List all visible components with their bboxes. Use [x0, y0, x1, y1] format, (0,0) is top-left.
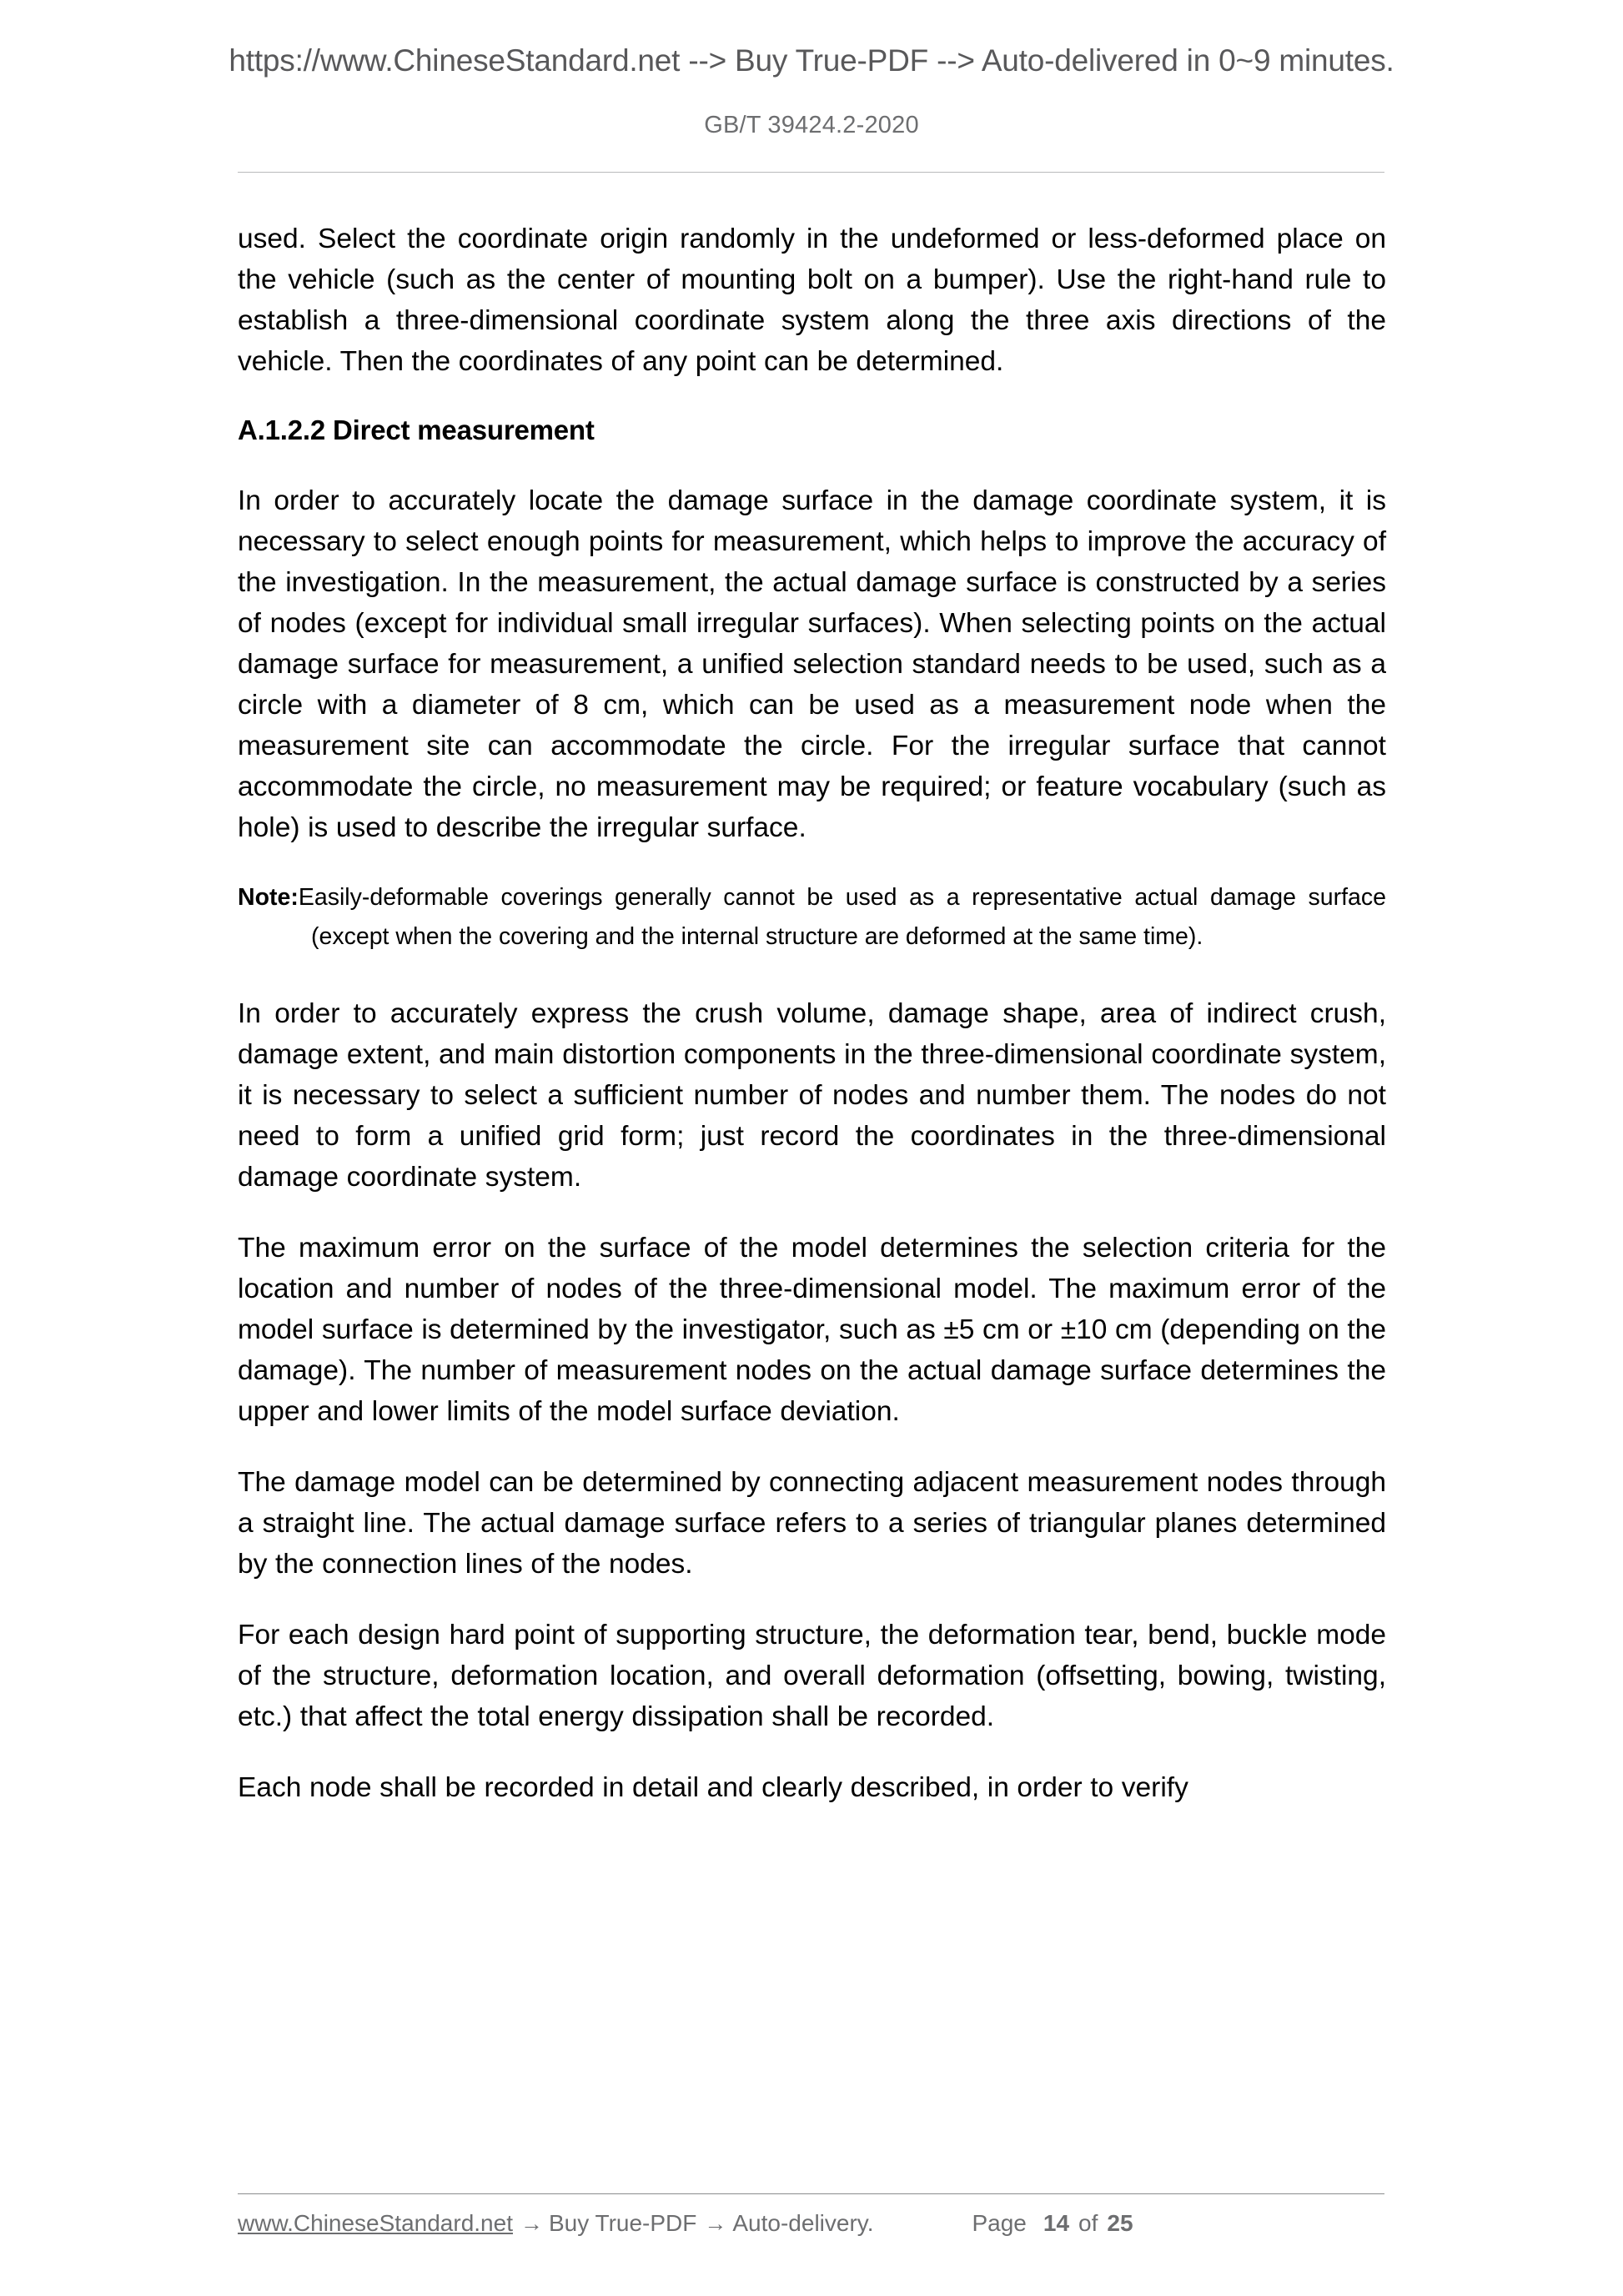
paragraph-hard-point: For each design hard point of supporting structure, the deformation tear, bend, buckle mode of the structure, deformation location, and overall deformation (offsetting, bowing, twisting, etc.) that affect the total energy dissipation shall be recorded.	[238, 1620, 1386, 1732]
of-label: of	[1078, 2210, 1098, 2236]
paragraph-continued: used. Select the coordinate origin randomly in the undeformed or less-deformed place on the vehicle (such as the center of mounting bolt on a bumper). Use the right-hand rule to establish a three-dimensional coordinate system along the three axis directions of the vehicle. Then the coordinates of any point can be determined.	[238, 224, 1386, 377]
note-label: Note:	[238, 884, 299, 911]
footer-delivery-label: Auto-delivery.	[732, 2210, 874, 2236]
section-heading-a-1-2-2: A.1.2.2 Direct measurement	[238, 414, 595, 445]
paragraph-damage-model: The damage model can be determined by connecting adjacent measurement nodes through a straight line. The actual damage surface refers to a series of triangular planes determined by the connection lines of the nodes.	[238, 1467, 1386, 1580]
promo-banner: https://www.ChineseStandard.net --> Buy True-PDF --> Auto-delivered in 0~9 minutes.	[229, 43, 1394, 78]
paragraph-each-node: Each node shall be recorded in detail and clearly described, in order to verify	[238, 1772, 1188, 1803]
page-number: 14	[1043, 2210, 1070, 2236]
paragraph-maximum-error: The maximum error on the surface of the model determines the selection criteria for the location and number of nodes of the three-dimensional model. The maximum error of the model surface is determined by the investigator, such as ±5 cm or ±10 cm (depending on the damage). The number of measurement nodes on the actual damage surface determines the upper and lower limits of the model surface deviation.	[238, 1233, 1386, 1427]
footer-site-link[interactable]: www.ChineseStandard.net	[238, 2210, 513, 2236]
standard-number: GB/T 39424.2-2020	[704, 112, 919, 138]
footer-buy-label: Buy True-PDF	[548, 2210, 697, 2236]
header-divider	[238, 172, 1384, 173]
arrow-right-icon-2: →	[704, 2211, 727, 2236]
total-pages: 25	[1107, 2210, 1133, 2236]
footer-promo	[238, 2210, 873, 2237]
page-indicator	[972, 2210, 1140, 2237]
note-block	[238, 878, 1386, 957]
footer-divider	[238, 2193, 1384, 2194]
document-content	[238, 219, 1386, 1808]
note-text: Easily-deformable coverings generally cannot be used as a representative actual damage surface (except when the covering and the internal structure are deformed at the same time).	[298, 884, 1386, 950]
page-label: Page	[972, 2210, 1027, 2236]
paragraph-crush-volume: In order to accurately express the crush volume, damage shape, area of indirect crush, damage extent, and main distortion components in the three-dimensional coordinate system, it is necessary to select a sufficient number of nodes and number them. The nodes do not need to form a unified grid form; just record the coordinates in the three-dimensional damage coordinate system.	[238, 998, 1386, 1193]
paragraph-direct-measurement: In order to accurately locate the damage surface in the damage coordinate system, it is necessary to select enough points for measurement, which helps to improve the accuracy of the investigation. In the measurement, the actual damage surface is constructed by a series of nodes (except for individual small irregular surfaces). When selecting points on the actual damage surface for measurement, a unified selection standard needs to be used, such as a circle with a diameter of 8 cm, which can be used as a measurement node when the measurement site can accommodate the circle. For the irregular surface that cannot accommodate the circle, no measurement may be required; or feature vocabulary (such as hole) is used to describe the irregular surface.	[238, 485, 1386, 843]
page-footer	[238, 2203, 1384, 2244]
arrow-right-icon: →	[520, 2211, 543, 2236]
